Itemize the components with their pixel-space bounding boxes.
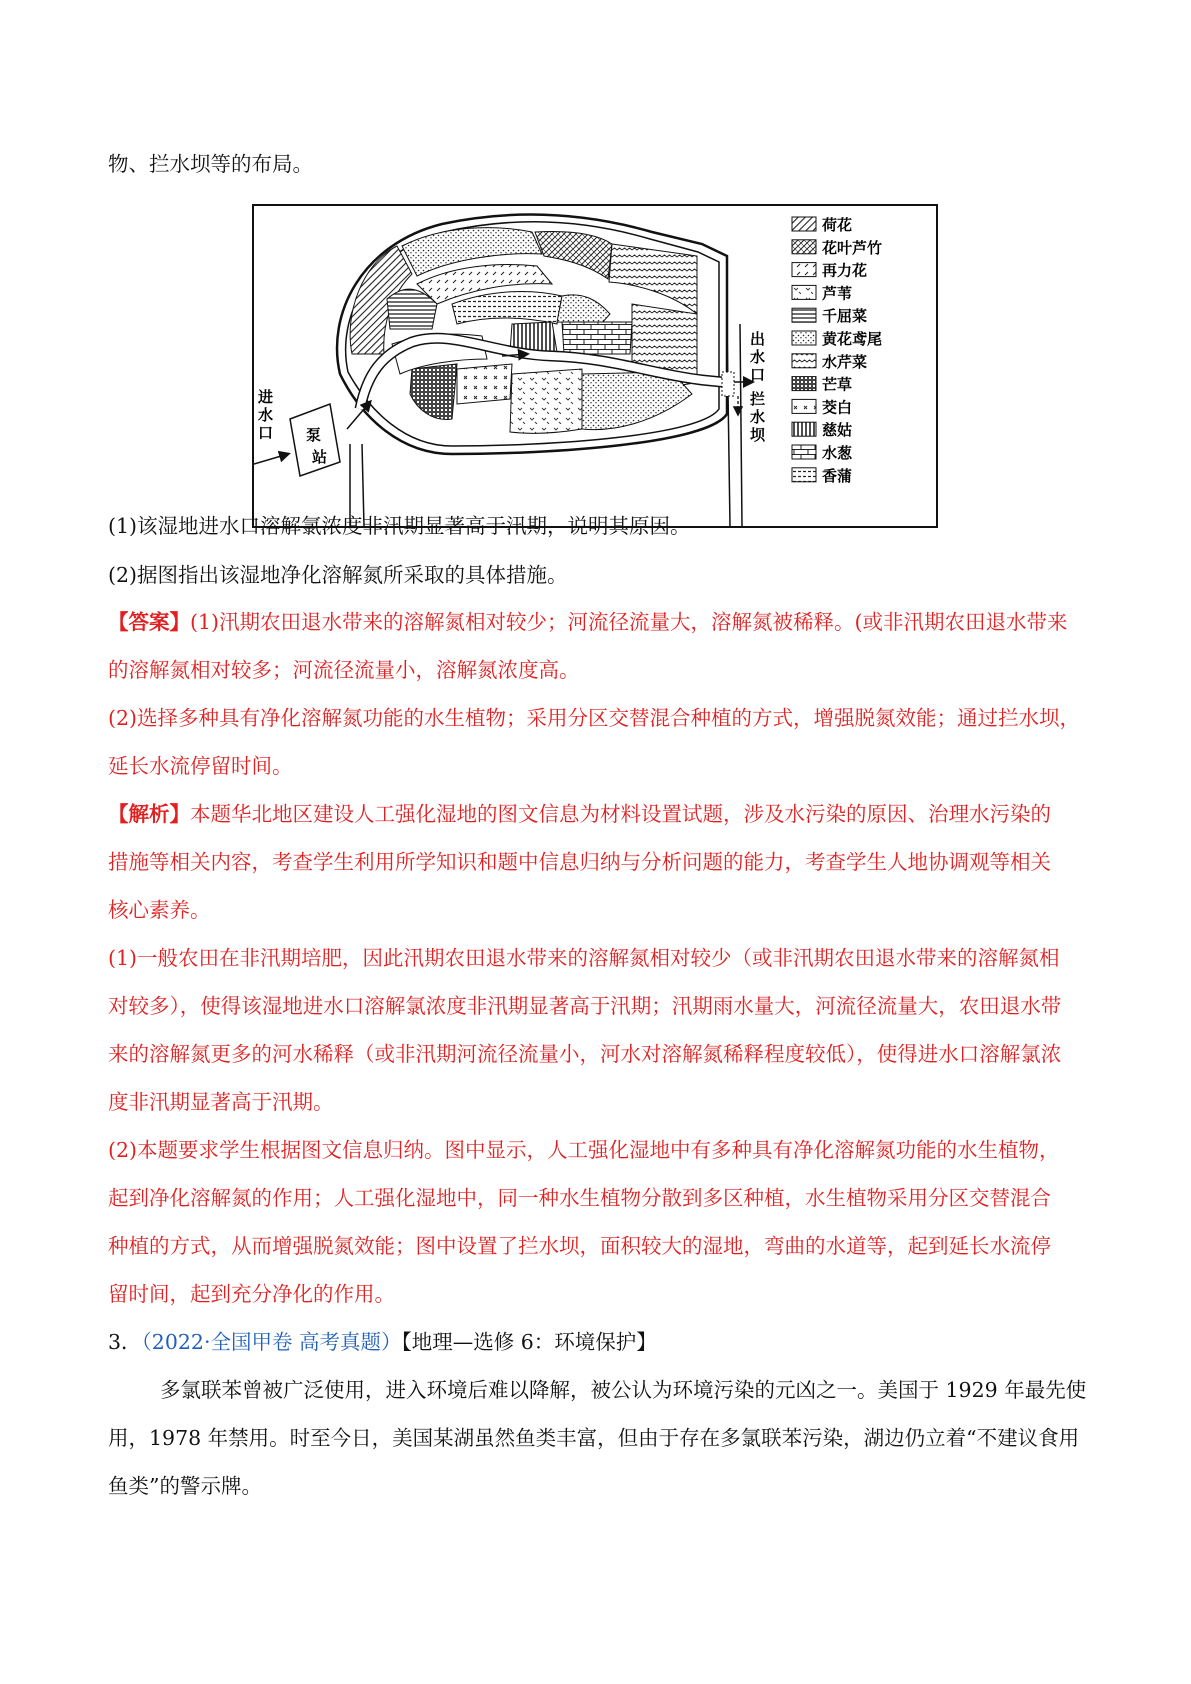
legend-label-1: 花叶芦竹: [822, 238, 883, 257]
question-3-para-line-2: 用，1978 年禁用。时至今日，美国某湖虽然鱼类丰富，但由于存在多氯联苯污染，湖边仍立着“不建议食用: [108, 1426, 1080, 1450]
analysis-line-7: 度非汛期显著高于汛期。: [108, 1090, 334, 1114]
legend-swatch-11: [792, 468, 816, 482]
analysis-line-2: 措施等相关内容，考查学生利用所学知识和题中信息归纳与分析问题的能力，考查学生人地协调观等相关: [108, 850, 1051, 874]
legend-label-11: 香蒲: [822, 466, 853, 485]
legend-swatch-5: [792, 331, 816, 345]
legend-label-3: 芦苇: [822, 284, 853, 303]
legend-label-7: 芒草: [822, 375, 853, 394]
legend-swatch-1: [792, 240, 816, 254]
analysis-line-3: 核心素养。: [108, 898, 211, 922]
analysis-line-4: (1)一般农田在非汛期培肥，因此汛期农田退水带来的溶解氮相对较少（或非汛期农田退水带来的溶解氮相: [108, 946, 1060, 970]
answer-tag: 【答案】: [108, 610, 190, 634]
zone-bulrush: [562, 322, 632, 354]
question-2: (2)据图指出该湿地净化溶解氮所采取的具体措施。: [108, 563, 568, 587]
question-3-para-line-1: 多氯联苯曾被广泛使用，进入环境后难以降解，被公认为环境污染的元凶之一。美国于 1929 年最先使: [160, 1378, 1087, 1402]
analysis-line-6: 来的溶解氮更多的河水稀释（或非汛期河流径流量小，河水对溶解氮稀释程度较低），使得进水口溶解氯浓: [108, 1042, 1062, 1066]
legend-swatch-7: [792, 377, 816, 391]
legend-label-6: 水芹菜: [822, 352, 868, 371]
answer-line-3: (2)选择多种具有净化溶解氮功能的水生植物；采用分区交替混合种植的方式，增强脱氮效能；通过拦水坝，: [108, 706, 1081, 730]
outlet-label-2: 水: [750, 348, 766, 366]
analysis-line-1: 【解析】本题华北地区建设人工强化湿地的图文信息为材料设置试题，涉及水污染的原因、治理水污染的: [108, 802, 1051, 826]
analysis-line-11: 留时间，起到充分净化的作用。: [108, 1282, 395, 1306]
dam-label-3: 坝: [750, 426, 766, 444]
outlet-label-3: 口: [750, 366, 766, 384]
legend-swatch-6: [792, 354, 816, 368]
legend-swatch-4: [792, 308, 816, 322]
question-1: (1)该湿地进水口溶解氯浓度非汛期显著高于汛期，说明其原因。: [108, 514, 691, 538]
legend-label-4: 千屈菜: [822, 307, 868, 326]
analysis-line-8: (2)本题要求学生根据图文信息归纳。图中显示，人工强化湿地中有多种具有净化溶解氮功能的水生植物，: [108, 1138, 1060, 1162]
legend-label-9: 慈姑: [822, 421, 853, 440]
question-3-source-link[interactable]: （2022·全国甲卷 高考真题）: [141, 1330, 402, 1354]
legend-swatch-10: [792, 445, 816, 459]
legend-swatch-0: [792, 217, 816, 231]
answer-line-2: 的溶解氮相对较多；河流径流量小，溶解氮浓度高。: [108, 658, 580, 682]
legend-label-8: 茭白: [822, 398, 853, 417]
answer-line-4: 延长水流停留时间。: [108, 754, 293, 778]
analysis-line-5: 对较多），使得该湿地进水口溶解氯浓度非汛期显著高于汛期；汛期雨水量大，河流径流量大，农田退水带: [108, 994, 1062, 1018]
legend-swatch-2: [792, 263, 816, 277]
intro-text: 物、拦水坝等的布局。: [108, 152, 313, 176]
answer-line-1: 【答案】(1)汛期农田退水带来的溶解氮相对较少；河流径流量大，溶解氮被稀释。(或非汛期农田退水带来: [108, 610, 1068, 634]
legend-label-5: 黄花鸢尾: [822, 330, 883, 348]
analysis-tag: 【解析】: [108, 802, 190, 826]
legend-label-0: 荷花: [822, 216, 853, 234]
wetland-layout-figure: [252, 204, 938, 528]
zone-wild-rice: [457, 364, 512, 404]
inlet-label-1: 进: [258, 388, 274, 406]
outlet-label-1: 出: [750, 330, 766, 348]
dam-label-1: 拦: [750, 390, 766, 408]
legend-label-10: 水葱: [822, 444, 853, 462]
dam-label-2: 水: [750, 408, 766, 426]
inlet-label-3: 口: [258, 424, 274, 442]
pump-station-label-2: 站: [312, 448, 328, 466]
question-3-para-line-3: 鱼类”的警示牌。: [108, 1474, 262, 1498]
analysis-line-9: 起到净化溶解氮的作用；人工强化湿地中，同一种水生植物分散到多区种植，水生植物采用分区交替混合: [108, 1186, 1051, 1210]
question-3-topic: 【地理—选修 6：环境保护】: [401, 1330, 657, 1354]
question-3-header: [108, 1328, 657, 1356]
question-3-number: 3．: [108, 1330, 142, 1354]
legend-swatch-8: [792, 399, 816, 413]
inlet-label-2: 水: [258, 406, 274, 424]
zone-reed: [510, 369, 582, 433]
legend-label-2: 再力花: [822, 261, 868, 280]
legend-swatch-9: [792, 422, 816, 436]
analysis-line-10: 种植的方式，从而增强脱氮效能；图中设置了拦水坝，面积较大的湿地，弯曲的水道等，起到延长水流停: [108, 1234, 1051, 1258]
legend-swatch-3: [792, 285, 816, 299]
pump-station-label-1: 泵: [306, 426, 322, 444]
